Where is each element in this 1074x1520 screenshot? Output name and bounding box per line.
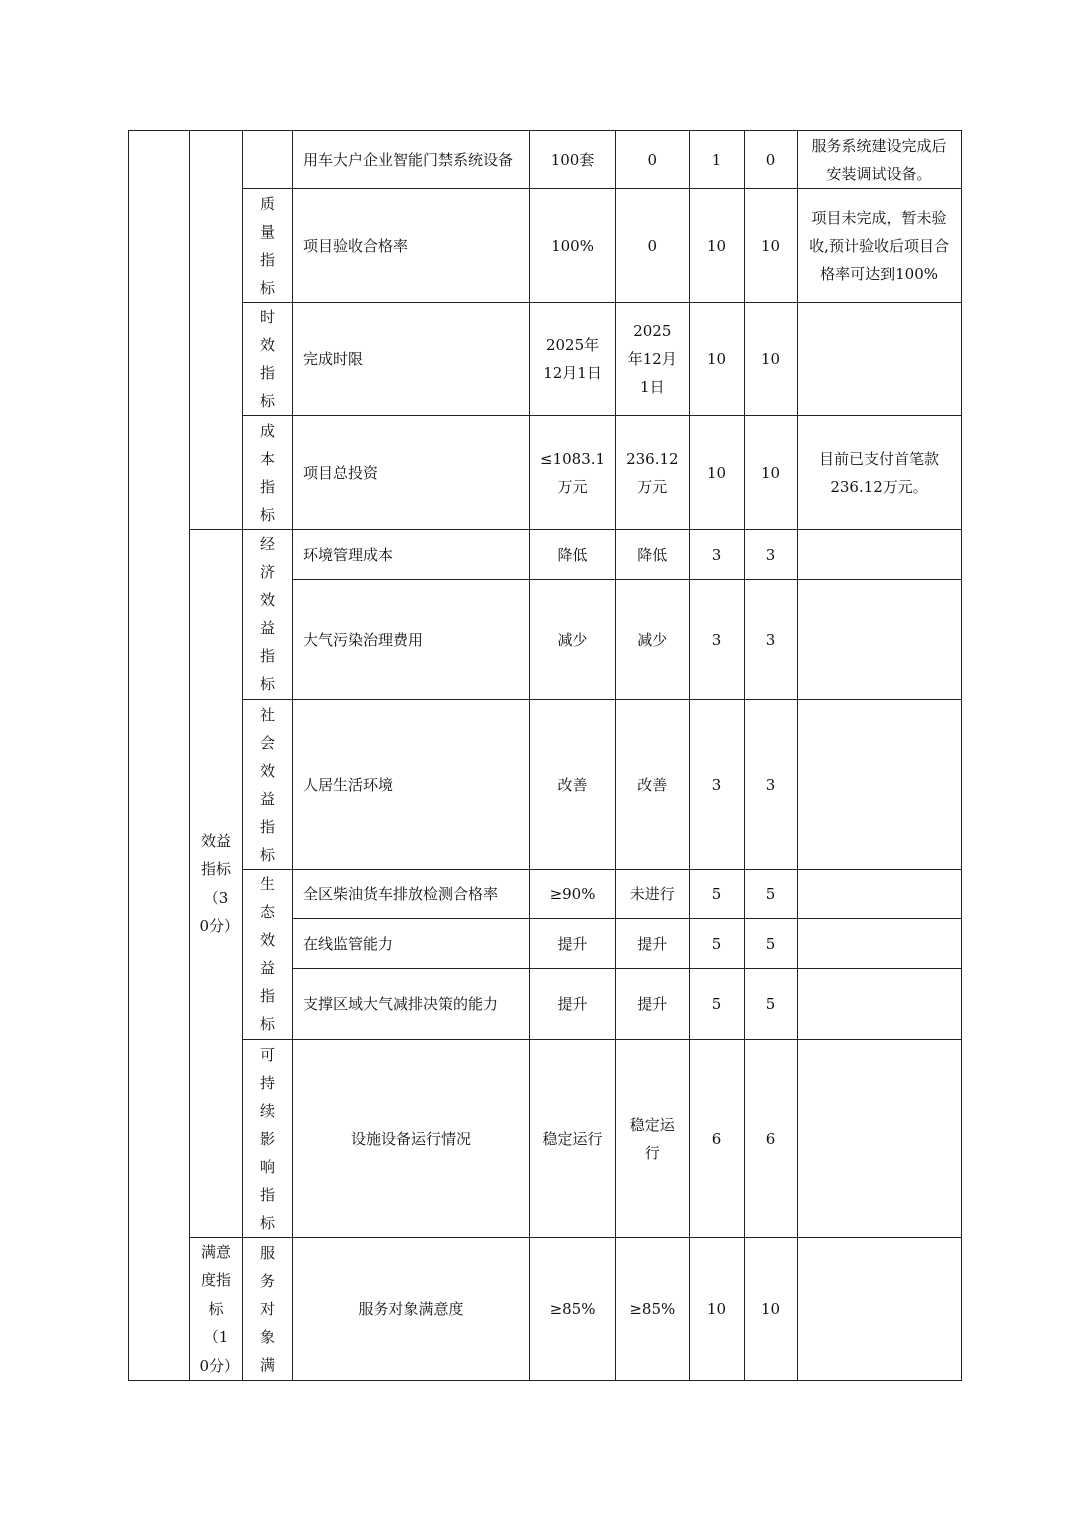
actual-value: 提升 bbox=[616, 919, 690, 969]
target-value: 改善 bbox=[530, 700, 616, 870]
score-value: 10 bbox=[744, 416, 797, 530]
score-value: 5 bbox=[744, 919, 797, 969]
weight-value: 10 bbox=[689, 303, 744, 416]
actual-value: 减少 bbox=[616, 580, 690, 700]
indicator-name: 项目验收合格率 bbox=[293, 189, 530, 303]
target-value: 稳定运行 bbox=[530, 1040, 616, 1238]
score-value: 10 bbox=[744, 1238, 797, 1381]
indicator-name: 用车大户企业智能门禁系统设备 bbox=[293, 131, 530, 189]
score-value: 3 bbox=[744, 580, 797, 700]
weight-value: 5 bbox=[689, 870, 744, 919]
score-value: 5 bbox=[744, 870, 797, 919]
target-value: 减少 bbox=[530, 580, 616, 700]
note-text bbox=[797, 1238, 961, 1381]
table-row bbox=[129, 530, 962, 580]
table-row bbox=[129, 1040, 962, 1238]
score-value: 6 bbox=[744, 1040, 797, 1238]
subcategory-timeliness: 时效指标 bbox=[243, 303, 293, 416]
table-row bbox=[129, 131, 962, 189]
note-text: 服务系统建设完成后安装调试设备。 bbox=[797, 131, 961, 189]
satisfaction-category: 满意度指标（10分） bbox=[190, 1238, 243, 1381]
weight-value: 3 bbox=[689, 580, 744, 700]
target-value: 提升 bbox=[530, 919, 616, 969]
weight-value: 3 bbox=[689, 530, 744, 580]
blank-first-column bbox=[129, 131, 190, 1381]
subcategory-quality: 质量指标 bbox=[243, 189, 293, 303]
note-text: 目前已支付首笔款236.12万元。 bbox=[797, 416, 961, 530]
table-row bbox=[129, 189, 962, 303]
actual-value: 0 bbox=[616, 131, 690, 189]
target-value: ≤1083.1万元 bbox=[530, 416, 616, 530]
table-row bbox=[129, 1238, 962, 1381]
subcategory-cost: 成本指标 bbox=[243, 416, 293, 530]
note-text bbox=[797, 969, 961, 1040]
weight-value: 1 bbox=[689, 131, 744, 189]
target-value: 提升 bbox=[530, 969, 616, 1040]
score-value: 0 bbox=[744, 131, 797, 189]
target-value: ≥90% bbox=[530, 870, 616, 919]
note-text bbox=[797, 700, 961, 870]
note-text bbox=[797, 919, 961, 969]
indicator-name: 人居生活环境 bbox=[293, 700, 530, 870]
indicator-name: 在线监管能力 bbox=[293, 919, 530, 969]
weight-value: 10 bbox=[689, 416, 744, 530]
note-text: 项目未完成，暂未验收,预计验收后项目合格率可达到100% bbox=[797, 189, 961, 303]
indicator-name: 完成时限 bbox=[293, 303, 530, 416]
weight-value: 5 bbox=[689, 969, 744, 1040]
indicator-name: 全区柴油货车排放检测合格率 bbox=[293, 870, 530, 919]
indicator-name: 项目总投资 bbox=[293, 416, 530, 530]
subcategory-social: 社会效益指标 bbox=[243, 700, 293, 870]
table-row bbox=[129, 870, 962, 919]
actual-value: 2025年12月1日 bbox=[616, 303, 690, 416]
note-text bbox=[797, 1040, 961, 1238]
score-value: 10 bbox=[744, 189, 797, 303]
target-value: 100套 bbox=[530, 131, 616, 189]
indicator-name: 支撑区域大气减排决策的能力 bbox=[293, 969, 530, 1040]
score-value: 10 bbox=[744, 303, 797, 416]
weight-value: 10 bbox=[689, 1238, 744, 1381]
note-text bbox=[797, 580, 961, 700]
actual-value: 稳定运行 bbox=[616, 1040, 690, 1238]
weight-value: 3 bbox=[689, 700, 744, 870]
indicator-name: 服务对象满意度 bbox=[293, 1238, 530, 1381]
table-row bbox=[129, 700, 962, 870]
subcategory-sustainability: 可持续影响指标 bbox=[243, 1040, 293, 1238]
table-row bbox=[129, 416, 962, 530]
output-category-cell bbox=[190, 131, 243, 530]
benefit-category: 效益指标（30分） bbox=[190, 530, 243, 1238]
table-row bbox=[129, 303, 962, 416]
performance-indicator-table bbox=[128, 130, 962, 1381]
note-text bbox=[797, 530, 961, 580]
indicator-name: 大气污染治理费用 bbox=[293, 580, 530, 700]
subcategory-economic: 经济效益指标 bbox=[243, 530, 293, 700]
weight-value: 6 bbox=[689, 1040, 744, 1238]
target-value: ≥85% bbox=[530, 1238, 616, 1381]
target-value: 2025年12月1日 bbox=[530, 303, 616, 416]
weight-value: 10 bbox=[689, 189, 744, 303]
actual-value: 0 bbox=[616, 189, 690, 303]
note-text bbox=[797, 303, 961, 416]
actual-value: 降低 bbox=[616, 530, 690, 580]
actual-value: 提升 bbox=[616, 969, 690, 1040]
score-value: 3 bbox=[744, 530, 797, 580]
target-value: 降低 bbox=[530, 530, 616, 580]
actual-value: 236.12万元 bbox=[616, 416, 690, 530]
actual-value: ≥85% bbox=[616, 1238, 690, 1381]
score-value: 3 bbox=[744, 700, 797, 870]
subcategory-service-target: 服务对象满 bbox=[243, 1238, 293, 1381]
subcategory-cell-empty bbox=[243, 131, 293, 189]
note-text bbox=[797, 870, 961, 919]
subcategory-ecological: 生态效益指标 bbox=[243, 870, 293, 1040]
actual-value: 未进行 bbox=[616, 870, 690, 919]
actual-value: 改善 bbox=[616, 700, 690, 870]
score-value: 5 bbox=[744, 969, 797, 1040]
weight-value: 5 bbox=[689, 919, 744, 969]
indicator-name: 环境管理成本 bbox=[293, 530, 530, 580]
indicator-name: 设施设备运行情况 bbox=[293, 1040, 530, 1238]
target-value: 100% bbox=[530, 189, 616, 303]
